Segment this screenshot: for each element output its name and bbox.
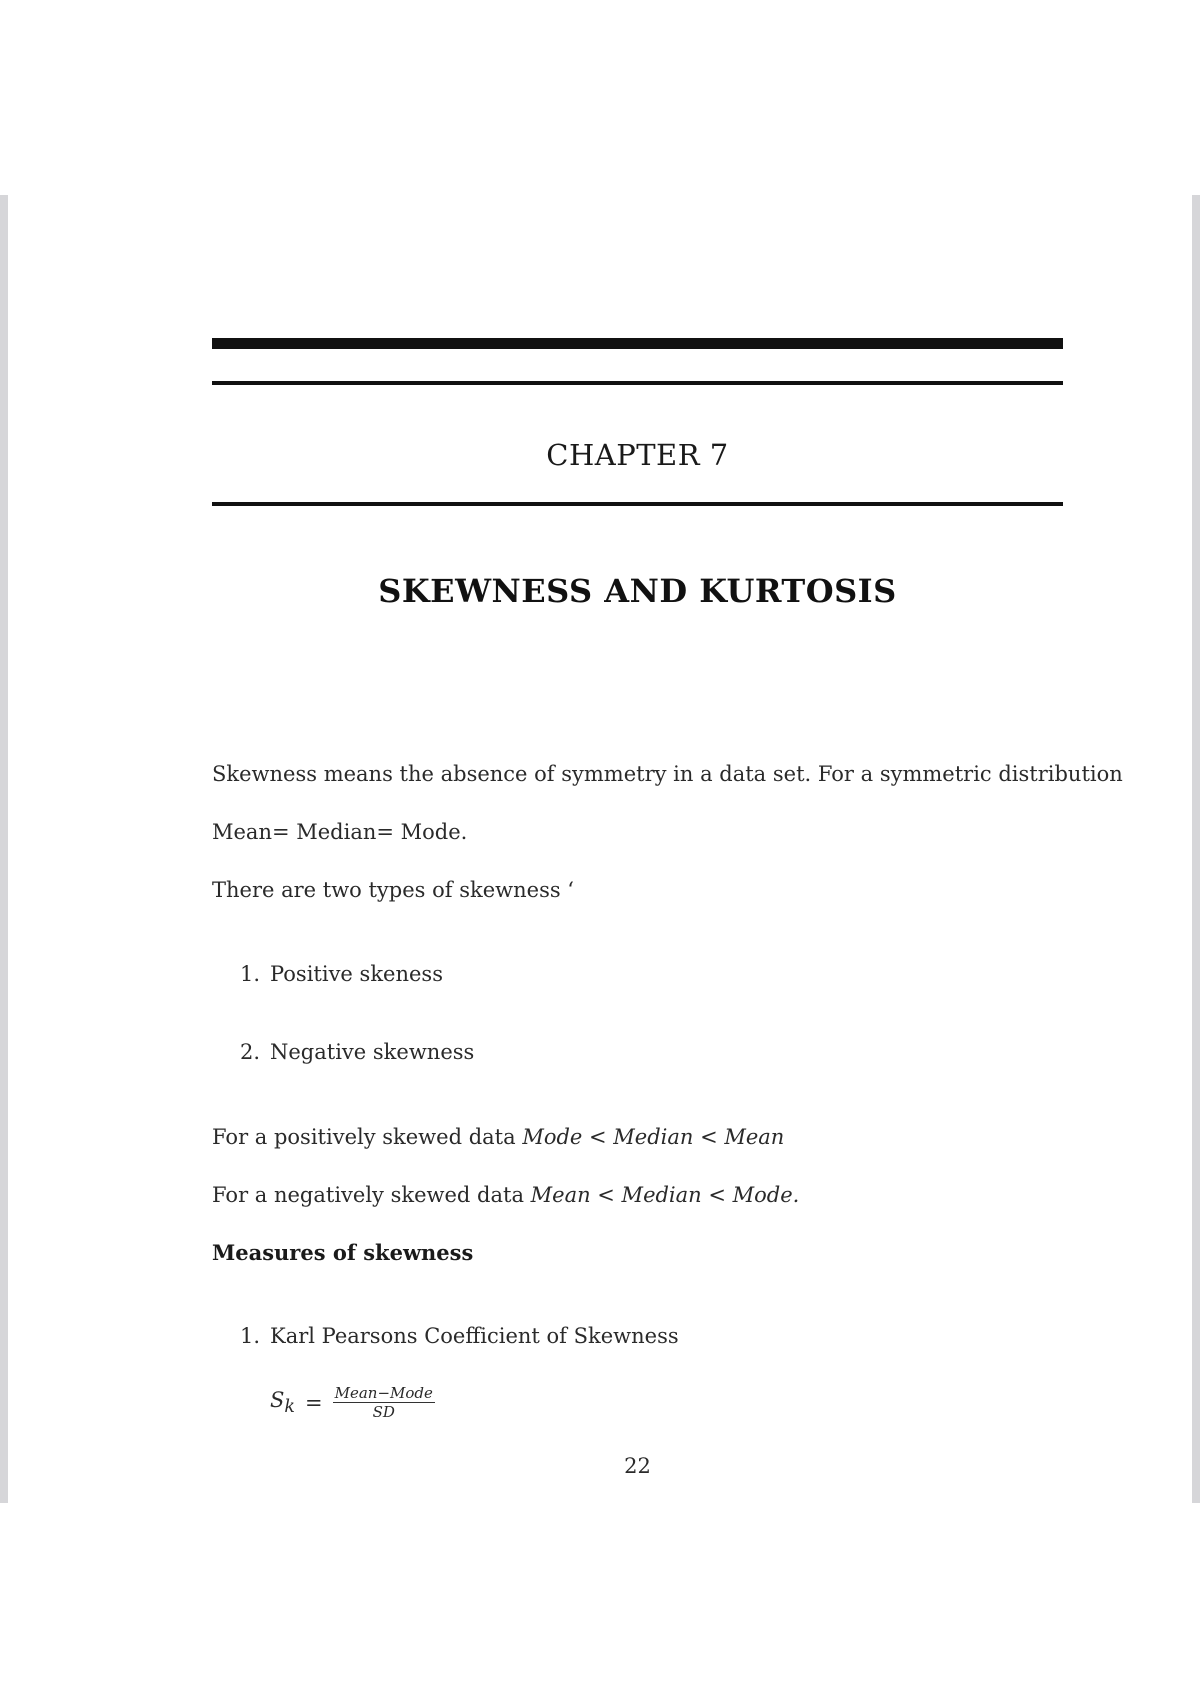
page-number: 22 xyxy=(624,1454,651,1478)
list-item xyxy=(240,1324,679,1348)
formula-fraction xyxy=(333,1384,435,1421)
positive-skew-prefix: For a positively skewed data xyxy=(212,1125,523,1149)
negative-skew-relation: Mean < Median < Mode. xyxy=(530,1183,800,1207)
pearson-formula xyxy=(270,1384,435,1421)
list-item xyxy=(240,1040,474,1064)
list-item xyxy=(240,962,443,986)
list-item-number: 1. xyxy=(240,962,261,986)
list-item-number: 2. xyxy=(240,1040,261,1064)
formula-numerator: Mean−Mode xyxy=(334,1384,433,1402)
chapter-label: CHAPTER 7 xyxy=(546,438,729,472)
list-item-text: Positive skeness xyxy=(270,962,443,986)
intro-line-2: Mean= Median= Mode. xyxy=(212,820,468,844)
measures-heading: Measures of skewness xyxy=(212,1240,474,1265)
negative-skew-prefix: For a negatively skewed data xyxy=(212,1183,531,1207)
positive-skew-relation: Mode < Median < Mean xyxy=(522,1125,785,1149)
formula-lhs-symbol: S xyxy=(270,1387,285,1412)
chapter-rule-upper xyxy=(212,381,1063,385)
formula-lhs xyxy=(270,1388,295,1417)
page-right-edge xyxy=(1192,195,1200,1503)
positive-skew-statement xyxy=(212,1125,784,1149)
list-item-text: Negative skewness xyxy=(270,1040,475,1064)
formula-lhs-subscript: k xyxy=(284,1397,295,1418)
chapter-title: SKEWNESS AND KURTOSIS xyxy=(378,572,897,610)
list-item-text: Karl Pearsons Coefficient of Skewness xyxy=(270,1324,679,1348)
formula-equals: = xyxy=(305,1390,323,1415)
formula-denominator: SD xyxy=(372,1403,395,1421)
list-item-number: 1. xyxy=(240,1324,261,1348)
types-intro: There are two types of skewness ‘ xyxy=(212,878,574,902)
negative-skew-statement xyxy=(212,1183,799,1207)
chapter-rule-thick xyxy=(212,338,1063,349)
page-left-edge xyxy=(0,195,8,1503)
chapter-rule-lower xyxy=(212,502,1063,506)
intro-line-1: Skewness means the absence of symmetry in a data set. For a symmetric distribution xyxy=(212,762,1123,786)
